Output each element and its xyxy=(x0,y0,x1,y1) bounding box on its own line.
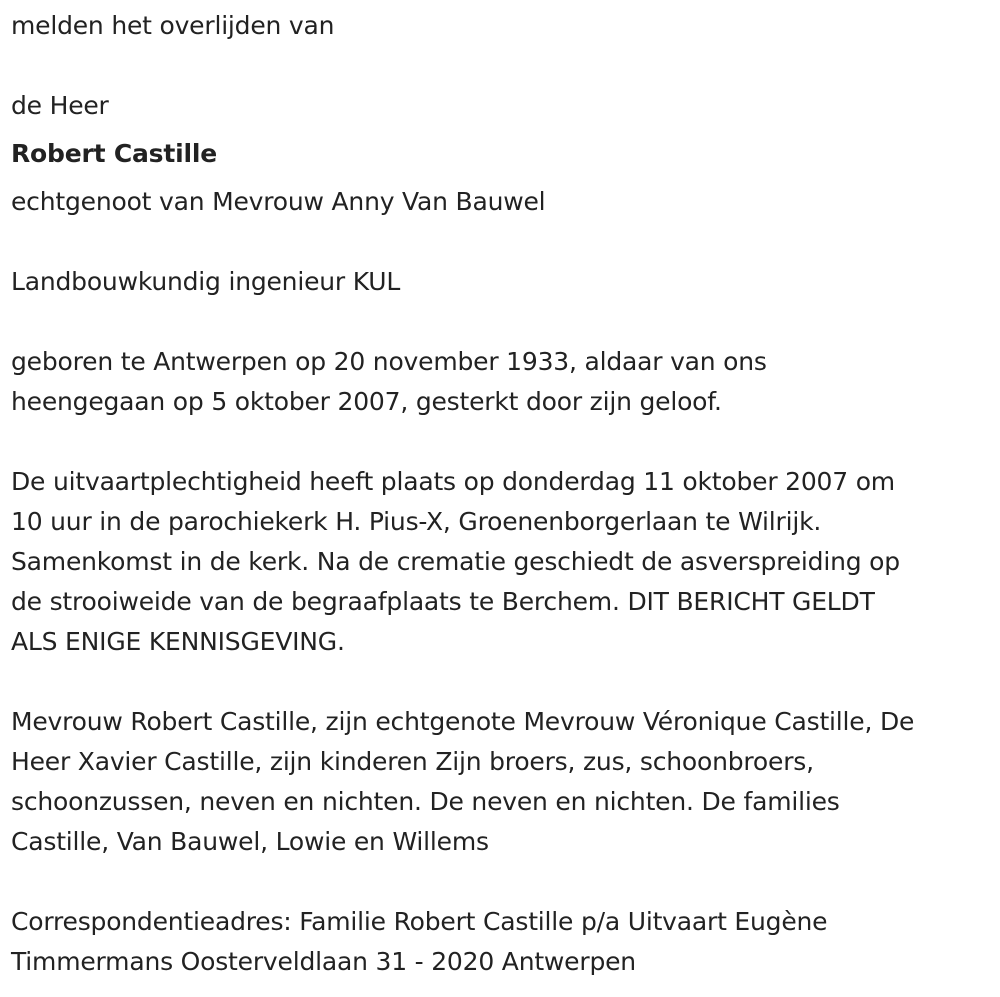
profession-line: Landbouwkundig ingenieur KUL xyxy=(11,267,401,296)
ceremony-line: De uitvaartplechtigheid heeft plaats op donderdag 11 oktober 2007 om xyxy=(11,467,895,496)
ceremony-line: de strooiweide van de begraafplaats te Berchem. DIT BERICHT GELDT xyxy=(11,587,875,616)
family-line: Heer Xavier Castille, zijn kinderen Zijn broers, zus, schoonbroers, xyxy=(11,747,814,776)
spouse-line: echtgenoot van Mevrouw Anny Van Bauwel xyxy=(11,187,546,216)
correspondence-line: Correspondentieadres: Familie Robert Castille p/a Uitvaart Eugène xyxy=(11,907,828,936)
deceased-name: Robert Castille xyxy=(11,139,217,168)
ceremony-line: Samenkomst in de kerk. Na de crematie geschiedt de asverspreiding op xyxy=(11,547,900,576)
family-line: Castille, Van Bauwel, Lowie en Willems xyxy=(11,827,489,856)
intro-text: melden het overlijden van xyxy=(11,11,335,40)
family-line: schoonzussen, neven en nichten. De neven en nichten. De families xyxy=(11,787,840,816)
family-line: Mevrouw Robert Castille, zijn echtgenote Mevrouw Véronique Castille, De xyxy=(11,707,915,736)
salutation: de Heer xyxy=(11,91,109,120)
ceremony-line: 10 uur in de parochiekerk H. Pius-X, Groenenborgerlaan te Wilrijk. xyxy=(11,507,822,536)
ceremony-line: ALS ENIGE KENNISGEVING. xyxy=(11,627,345,656)
birth-death-line: heengegaan op 5 oktober 2007, gesterkt door zijn geloof. xyxy=(11,387,722,416)
correspondence-line: Timmermans Oosterveldlaan 31 - 2020 Antwerpen xyxy=(11,947,636,976)
birth-death-line: geboren te Antwerpen op 20 november 1933, aldaar van ons xyxy=(11,347,767,376)
